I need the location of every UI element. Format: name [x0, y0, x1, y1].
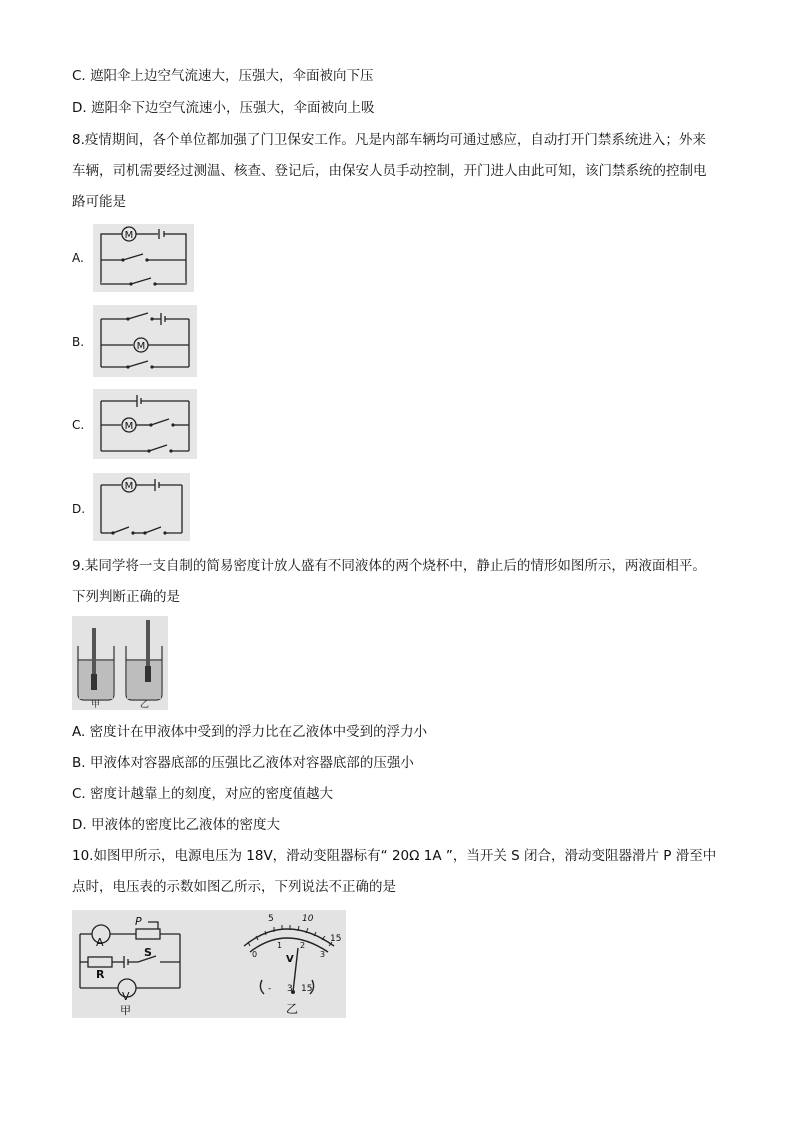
inner-scale-2: 2 — [300, 941, 306, 950]
inner-scale-3: 3 — [320, 950, 326, 959]
q9-option-b: B. 甲液体对容器底部的压强比乙液体对容器底部的压强小 — [72, 755, 414, 771]
q10-stem-line-1: 10.如图甲所示，电源电压为 18V，滑动变阻器标有“ 20Ω 1A ”，当开关 S 闭合，滑动变阻器滑片 P 滑至中 — [72, 848, 717, 864]
q8-stem-line-2: 车辆，司机需要经过测温、核查、登记后，由保安人员手动控制，开门进人由此可知，该门禁系统的控制电 — [72, 163, 707, 179]
motor-symbol-d: M — [124, 481, 134, 492]
q10-stem-line-2: 点时，电压表的示数如图乙所示，下列说法不正确的是 — [72, 879, 396, 895]
motor-symbol-a: M — [124, 230, 134, 241]
q8-option-b-label: B. — [72, 335, 85, 349]
outer-scale-15: 15 — [330, 934, 342, 944]
terminal-15: 15 — [301, 984, 313, 994]
q8-stem-line-3: 路可能是 — [72, 194, 126, 210]
q8-option-a-label: A. — [72, 251, 84, 265]
terminal-minus: - — [268, 984, 272, 994]
terminal-3: 3 — [287, 984, 293, 994]
switch-label: S — [144, 946, 152, 959]
q8-circuit-d — [93, 473, 190, 541]
q8-circuit-a — [93, 224, 194, 292]
motor-symbol-b: M — [136, 341, 146, 352]
voltmeter-symbol: V — [122, 990, 130, 1003]
q8-circuit-b — [93, 305, 197, 377]
q9-stem-line-2: 下列判断正确的是 — [72, 589, 180, 605]
motor-symbol-c: M — [124, 421, 134, 432]
figure-caption-jia: 甲 — [120, 1004, 131, 1017]
q7-option-c: C. 遮阳伞上边空气流速大，压强大，伞面被向下压 — [72, 68, 374, 84]
q8-circuit-c — [93, 389, 197, 459]
meter-symbol-v: V — [286, 954, 294, 965]
q8-option-d-label: D. — [72, 502, 86, 516]
slider-label: P — [135, 915, 142, 928]
beaker-label-yi: 乙 — [140, 700, 150, 710]
beaker-label-jia: 甲 — [91, 700, 101, 710]
resistor-label: R — [96, 968, 105, 981]
figure-caption-yi: 乙 — [286, 1002, 299, 1016]
q9-option-d: D. 甲液体的密度比乙液体的密度大 — [72, 817, 280, 833]
q9-beaker-figure — [72, 616, 168, 710]
outer-scale-10: 10 — [302, 914, 314, 924]
inner-scale-0: 0 — [252, 950, 258, 959]
inner-scale-1: 1 — [277, 941, 283, 950]
q10-figure — [72, 910, 346, 1018]
q9-option-a: A. 密度计在甲液体中受到的浮力比在乙液体中受到的浮力小 — [72, 724, 428, 740]
q8-stem-line-1: 8.疫情期间，各个单位都加强了门卫保安工作。凡是内部车辆均可通过感应，自动打开门禁系统进入；外来 — [72, 132, 706, 148]
q7-option-d: D. 遮阳伞下边空气流速小，压强大，伞面被向上吸 — [72, 100, 375, 116]
q9-stem-line-1: 9.某同学将一支自制的简易密度计放人盛有不同液体的两个烧杯中，静止后的情形如图所示，两液面相平。 — [72, 558, 706, 574]
q9-option-c: C. 密度计越靠上的刻度，对应的密度值越大 — [72, 786, 334, 802]
ammeter-symbol: A — [96, 936, 104, 949]
outer-scale-5: 5 — [268, 914, 274, 924]
q8-option-c-label: C. — [72, 418, 85, 432]
